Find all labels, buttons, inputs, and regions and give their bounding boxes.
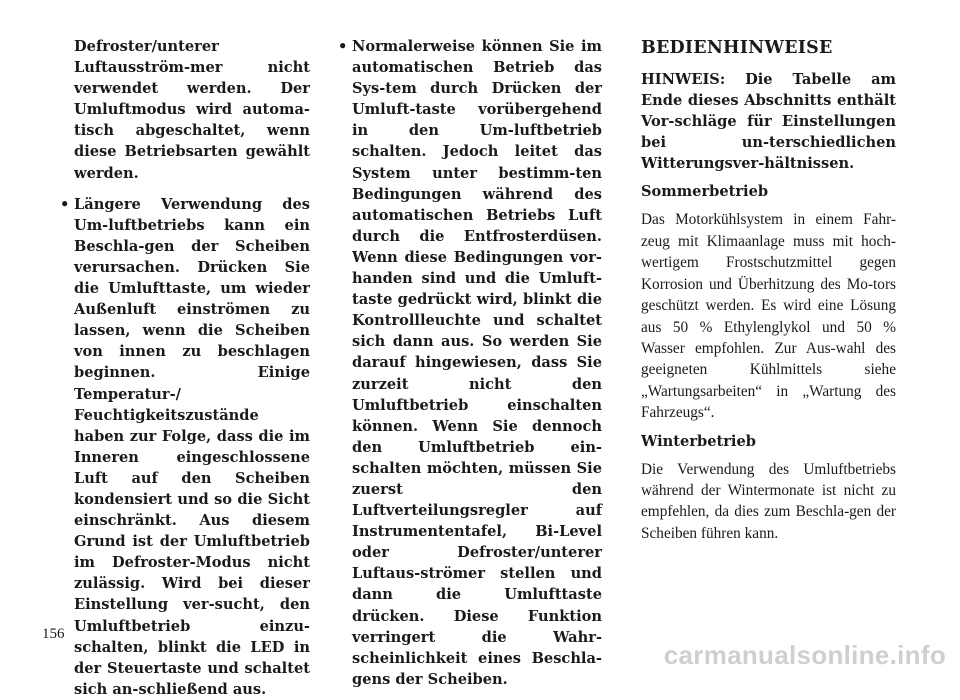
summer-heading: Sommerbetrieb <box>641 183 769 201</box>
watermark: carmanualsonline.info <box>663 640 946 670</box>
middle-column <box>338 36 602 690</box>
right-column <box>641 36 896 552</box>
bullet-item <box>60 194 310 700</box>
page-number: 156 <box>42 626 65 642</box>
section-heading: BEDIENHINWEISE <box>641 38 833 58</box>
note-paragraph: HINWEIS: Die Tabelle am Ende dieses Abschnitts enthält Vor-schläge für Einstellungen bei un-terschiedlichen Witterungsver-hältnissen. <box>641 71 896 173</box>
bullet-item <box>338 36 602 690</box>
bullet-icon: • <box>60 195 70 213</box>
bullet-text: Normalerweise können Sie im automatischen Betrieb das Sys-tem durch Drücken der Umluft-taste vorübergehend in den Um-luftbetrieb schalten. Jedoch leitet das System unter bestimm-ten Bedingungen während des automatischen Betriebs Luft durch die Entfrosterdüsen. Wenn diese Bedingungen vor-handen sind und die Umluft-taste gedrückt wird, blinkt die Kontrollleuchte und schaltet sich dann aus. So werden Sie darauf hingewiesen, dass Sie zurzeit nicht den Umluftbetrieb einschalten können. Wenn Sie dennoch den Umluftbetrieb ein-schalten möchten, müssen Sie zuerst den Luftverteilungsregler auf Instrumententafel, Bi-Level oder Defroster/unterer Luftaus-strömer stellen und dann die Umlufttaste drücken. Diese Funktion verringert die Wahr-scheinlichkeit eines Beschla-gens der Scheiben. <box>352 38 602 688</box>
bullet-text: Längere Verwendung des Um-luftbetriebs kann ein Beschla-gen der Scheiben verursachen. Drücken Sie die Umlufttaste, um wieder Außenluft einströmen zu lassen, wenn die Scheiben von innen zu beschlagen beginnen. Einige Temperatur-/ Feuchtigkeitszustände haben zur Folge, dass die im Inneren eingeschlossene Luft auf den Scheiben kondensiert und so die Sicht einschränkt. Aus diesem Grund ist der Umluftbetrieb im Defroster-Modus nicht zulässig. Wird bei dieser Einstellung ver-sucht, den Umluftbetrieb einzu-schalten, blinkt die LED in der Steuertaste und schaltet sich an-schließend aus. <box>74 195 310 698</box>
bullet-icon: • <box>338 38 348 55</box>
left-column <box>60 36 310 700</box>
summer-paragraph: Das Motorkühlsystem in einem Fahr-zeug mit Klimaanlage muss mit hoch-wertigem Frostschutzmittel gegen Korrosion und Überhitzung des Mo-tors geschützt werden. Es wird eine Lösung aus 50 % Ethylenglykol und 50 % Wasser empfohlen. Zur Aus-wahl des geeigneten Kühlmittels siehe „Wartungsarbeiten“ in „Wartung des Fahrzeugs“. <box>641 211 896 422</box>
winter-heading: Winterbetrieb <box>641 432 756 450</box>
continued-paragraph: Defroster/unterer Luftausström-mer nicht verwendet werden. Der Umluftmodus wird automa-tisch abgeschaltet, wenn diese Betriebsarten gewählt werden. <box>74 38 310 182</box>
winter-paragraph: Die Verwendung des Umluftbetriebs während der Wintermonate ist nicht zu empfehlen, da dies zum Beschla-gen der Scheiben führen kann. <box>641 460 896 542</box>
